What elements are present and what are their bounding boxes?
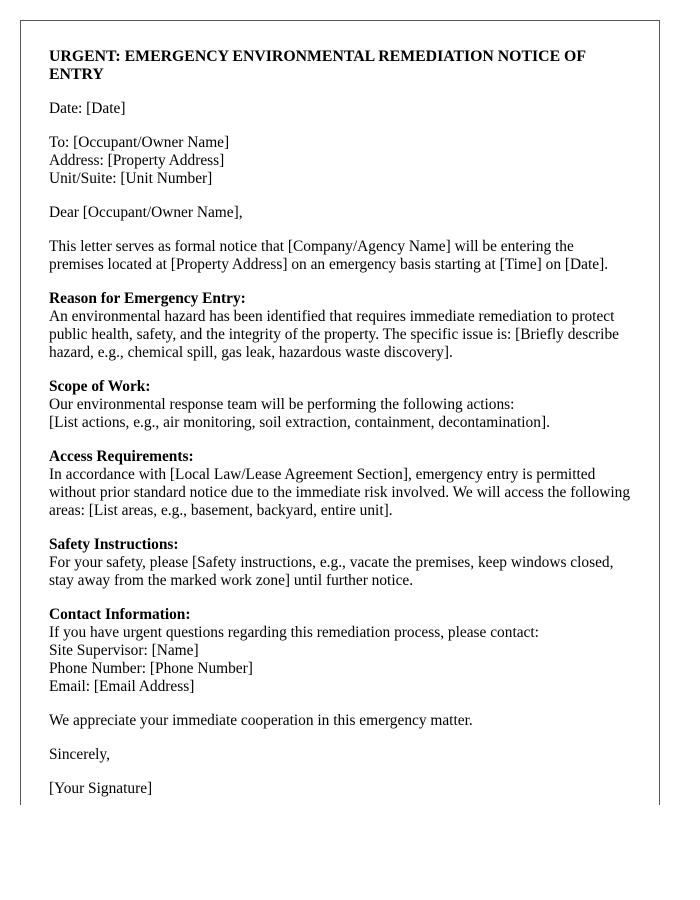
section-body: For your safety, please [Safety instructions, e.g., vacate the premises, keep windows closed, stay away from the marked work zone] until further notice. — [49, 554, 614, 589]
contact-email: Email: [Email Address] — [49, 678, 195, 695]
section-contact — [49, 606, 631, 696]
recipient-address: Address: [Property Address] — [49, 152, 225, 169]
letter-title: URGENT: EMERGENCY ENVIRONMENTAL REMEDIATION NOTICE OF ENTRY — [49, 48, 586, 83]
section-body: In accordance with [Local Law/Lease Agreement Section], emergency entry is permitted without prior standard notice due to the immediate risk involved. We will access the following areas: [List areas, e.g., basement, backyard, entire unit]. — [49, 466, 631, 519]
recipient-to: To: [Occupant/Owner Name] — [49, 134, 230, 151]
contact-supervisor: Site Supervisor: [Name] — [49, 642, 199, 659]
section-line: Our environmental response team will be performing the following actions: — [49, 396, 515, 413]
letter-page — [20, 20, 660, 805]
letter-date: Date: [Date] — [49, 100, 126, 117]
signature: [Your Signature] — [49, 780, 153, 797]
intro-paragraph: This letter serves as formal notice that [Company/Agency Name] will be entering the premises located at [Property Address] on an emergency basis starting at [Time] on [Date]. — [49, 238, 609, 273]
salutation: Dear [Occupant/Owner Name], — [49, 204, 243, 221]
section-body: An environmental hazard has been identified that requires immediate remediation to protect public health, safety, and the integrity of the property. The specific issue is: [Briefly describe hazard, e.g., chemical spill, gas leak, hazardous waste discovery]. — [49, 308, 619, 361]
section-heading: Safety Instructions: — [49, 536, 179, 553]
section-heading: Reason for Emergency Entry: — [49, 290, 246, 307]
section-line: [List actions, e.g., air monitoring, soil extraction, containment, decontamination]. — [49, 414, 550, 431]
section-line: If you have urgent questions regarding this remediation process, please contact: — [49, 624, 539, 641]
section-reason — [49, 290, 631, 362]
closing-note: We appreciate your immediate cooperation in this emergency matter. — [49, 712, 473, 729]
contact-phone: Phone Number: [Phone Number] — [49, 660, 253, 677]
section-access — [49, 448, 631, 520]
section-heading: Contact Information: — [49, 606, 191, 623]
signoff: Sincerely, — [49, 746, 110, 763]
section-scope — [49, 378, 631, 432]
recipient-unit: Unit/Suite: [Unit Number] — [49, 170, 213, 187]
section-heading: Access Requirements: — [49, 448, 194, 465]
section-safety — [49, 536, 631, 590]
recipient-block — [49, 134, 631, 188]
section-heading: Scope of Work: — [49, 378, 151, 395]
